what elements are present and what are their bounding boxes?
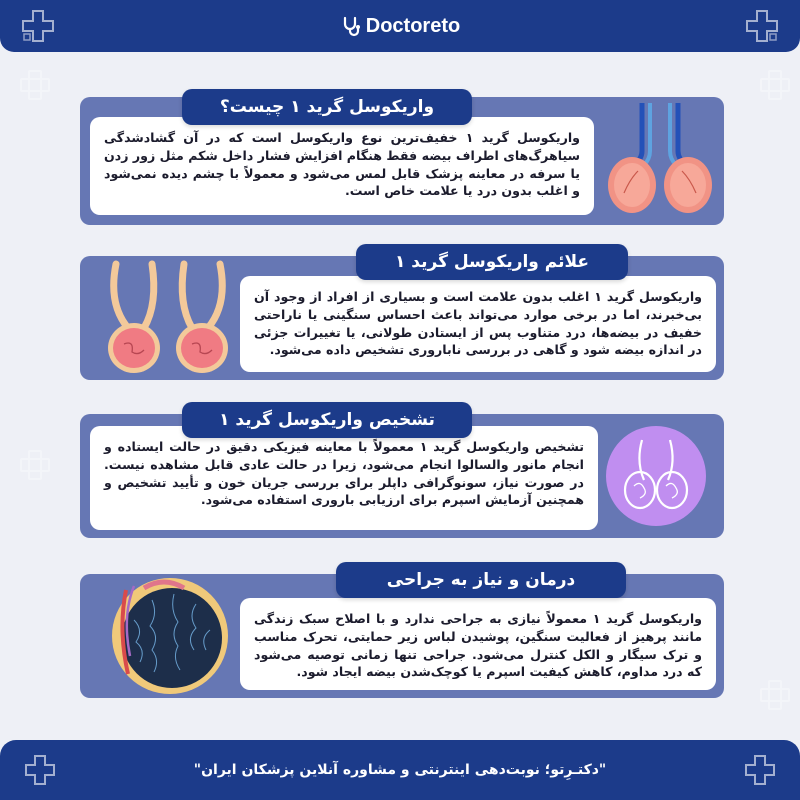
medical-cross-icon [744,754,776,786]
section-treatment [80,570,724,698]
section-body: تشخیص واریکوسل گرید ۱ معمولاً با معاینه فیزیکی دقیق در حالت ایستاده و انجام مانور والسالوا انجام می‌شود، زیرا در حالت عادی قابل مشاهده نیست. در صورت نیاز، سونوگرافی داپلر برای بررسی جریان خون و تأیید تشخیص و همچنین آزمایش اسپرم برای ارزیابی باروری استفاده می‌شود. [90,426,598,530]
section-title: علائم واریکوسل گرید ۱ [356,244,628,280]
header [0,0,800,52]
testicles-illustration [94,260,242,376]
section-title: تشخیص واریکوسل گرید ۱ [182,402,472,438]
section-title: واریکوسل گرید ۱ چیست؟ [182,89,472,125]
medical-cross-icon [20,8,56,44]
background-cross-icon [20,70,46,96]
section-what-is [80,97,724,225]
section-symptoms [80,252,724,380]
background-cross-icon [760,680,786,706]
testis-cross-section-illustration [104,570,232,694]
medical-cross-icon [24,754,56,786]
footer-tagline: "دکتـرِتو؛ نوبت‌دهی اینترنتی و مشاوره آنلاین پزشکان ایران" [193,762,607,778]
stethoscope-icon [340,15,362,37]
section-body: واریکوسل گرید ۱ معمولاً نیازی به جراحی ندارد و با اصلاح سبک زندگی مانند پرهیز از فعالیت سنگین، پوشیدن لباس زیر حمایتی، تحرک مناسب و ترک سیگار و الکل کنترل می‌شود. جراحی تنها زمانی توصیه می‌شود که درد مداوم، کاهش کیفیت اسپرم یا کوچک‌شدن بیضه ایجاد شود. [240,598,716,690]
section-title: درمان و نیاز به جراحی [336,562,626,598]
footer [0,740,800,800]
brand-name: Doctoreto [365,14,461,37]
background-cross-icon [20,450,46,476]
testicles-veins-illustration [604,101,716,219]
section-body: واریکوسل گرید ۱ خفیف‌ترین نوع واریکوسل است که در آن گشادشدگی سیاهرگ‌های اطراف بیضه فقط هنگام افزایش فشار داخل شکم مثل زور زدن یا سرفه در معاینه پزشک قابل لمس می‌شود و معمولاً با چشم دیده نمی‌شود و اغلب بدون درد یا علامت خاص است. [90,117,594,215]
testicles-circle-icon [604,424,708,528]
section-body: واریکوسل گرید ۱ اغلب بدون علامت است و بسیاری از افراد از وجود آن بی‌خبرند، اما در برخی موارد می‌تواند باعث احساس سنگینی یا ناراحتی خفیف در بیضه‌ها، درد متناوب پس از ایستادن طولانی، یا تغییرات جزئی در اندازه بیضه شود و گاهی در بررسی ناباروری تشخیص داده می‌شود. [240,276,716,372]
medical-cross-icon [744,8,780,44]
section-diagnosis [80,410,724,538]
background-cross-icon [760,70,786,96]
brand-logo[interactable] [340,15,460,38]
